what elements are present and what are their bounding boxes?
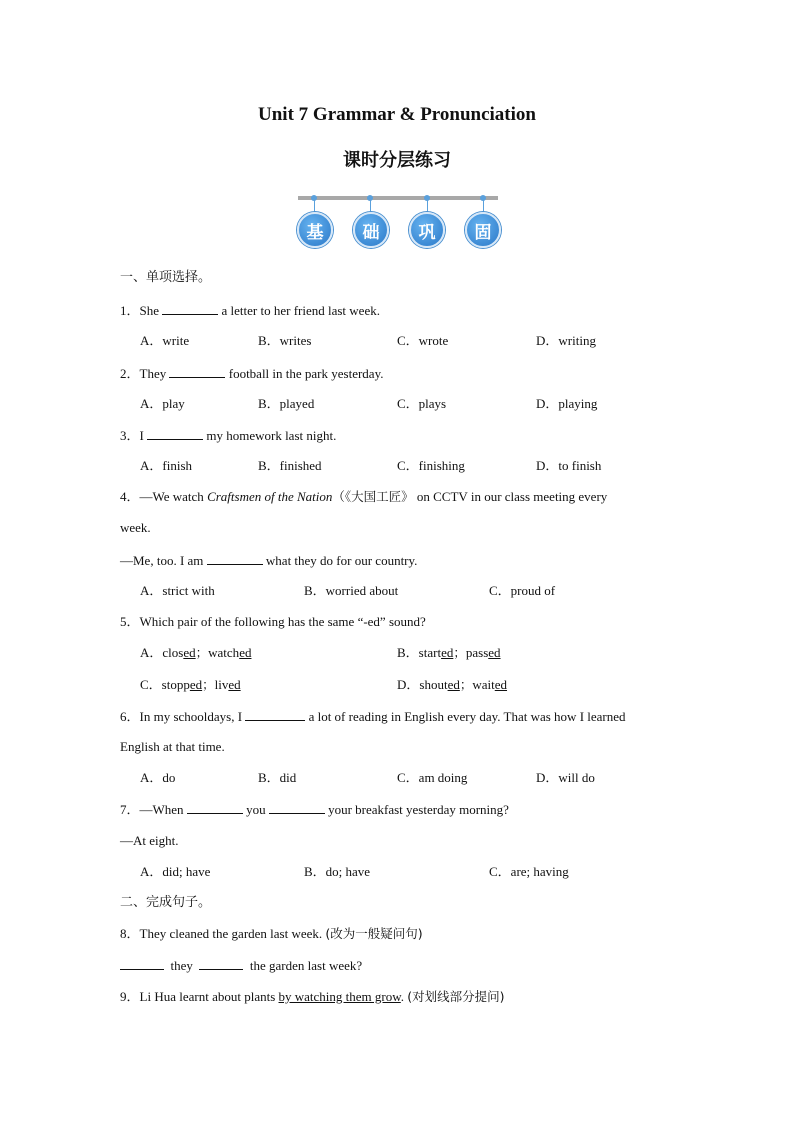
question-text: they	[170, 958, 193, 973]
question-6	[120, 708, 626, 725]
question-instruction: (对划线部分提问)	[407, 989, 505, 1004]
film-title: Craftsmen of the Nation	[207, 489, 333, 504]
banner-char-gu: 固	[465, 212, 501, 248]
question-8	[120, 926, 423, 942]
option-b[interactable]: B．played	[258, 396, 315, 411]
option-c[interactable]: C．plays	[397, 396, 447, 411]
option-a[interactable]: A．play	[140, 396, 185, 411]
option-b[interactable]: B．did	[258, 770, 297, 785]
question-8-answer-line	[120, 957, 362, 974]
answer-blank[interactable]	[245, 708, 305, 721]
question-text: on CCTV in our class meeting every	[416, 489, 608, 504]
question-number: 5．	[120, 614, 140, 629]
question-4	[120, 489, 607, 505]
banner-stem	[314, 198, 315, 212]
option-c[interactable]: C．proud of	[489, 583, 556, 598]
option-d[interactable]: D．will do	[536, 770, 595, 785]
question-text: In my schooldays, I	[139, 709, 243, 724]
option-a[interactable]: A．closed；watched	[140, 645, 252, 660]
question-text: your breakfast yesterday morning?	[328, 802, 509, 817]
question-text: a letter to her friend last week.	[221, 303, 380, 318]
question-3	[120, 427, 336, 444]
question-number: 8．	[120, 926, 140, 941]
banner-char-ji: 基	[297, 212, 333, 248]
page-subtitle: 课时分层练习	[343, 150, 451, 171]
banner-bar	[298, 196, 498, 200]
option-a[interactable]: A．finish	[140, 458, 193, 473]
answer-blank[interactable]	[169, 365, 225, 378]
option-a[interactable]: A．write	[140, 333, 190, 348]
question-text: the garden last week?	[249, 958, 363, 973]
option-a[interactable]: A．do	[140, 770, 176, 785]
question-text: —Me, too. I am	[120, 553, 204, 568]
question-text: a lot of reading in English every day. That was how I learned	[308, 709, 626, 724]
question-text: They	[139, 366, 167, 381]
film-title-chinese: （《大国工匠》	[332, 489, 414, 504]
option-d[interactable]: D．writing	[536, 333, 596, 348]
question-text: They cleaned the garden last week.	[139, 926, 323, 941]
banner-char-gong: 巩	[409, 212, 445, 248]
question-number: 6．	[120, 709, 140, 724]
question-5	[120, 614, 426, 630]
question-4-continued: week.	[120, 520, 151, 535]
question-7	[120, 801, 509, 818]
question-4-reply	[120, 552, 417, 569]
option-c[interactable]: C．stopped；lived	[140, 677, 241, 692]
answer-blank[interactable]	[120, 957, 164, 970]
option-c[interactable]: C．are; having	[489, 864, 569, 879]
option-a[interactable]: A．strict with	[140, 583, 215, 598]
answer-blank[interactable]	[269, 801, 325, 814]
question-instruction: (改为一般疑问句)	[325, 926, 423, 941]
option-b[interactable]: B．writes	[258, 333, 312, 348]
answer-blank[interactable]	[187, 801, 243, 814]
option-a[interactable]: A．did; have	[140, 864, 211, 879]
banner-stem	[483, 198, 484, 212]
page-title: Unit 7 Grammar & Pronunciation	[258, 104, 536, 125]
answer-blank[interactable]	[147, 427, 203, 440]
question-number: 3．	[120, 428, 140, 443]
answer-blank[interactable]	[207, 552, 263, 565]
banner-char-chu: 础	[353, 212, 389, 248]
question-9: 9．Li Hua learnt about plants by watching them grow. (对划线部分提问)	[120, 989, 505, 1004]
question-text: I	[139, 428, 144, 443]
question-6-continued: English at that time.	[120, 739, 225, 754]
question-text: what they do for our country.	[265, 553, 418, 568]
question-text: —We watch	[139, 489, 204, 504]
question-text: football in the park yesterday.	[228, 366, 384, 381]
question-text: Which pair of the following has the same “-ed” sound?	[139, 614, 426, 629]
option-b[interactable]: B．started；passed	[397, 645, 501, 660]
question-number: 2．	[120, 366, 140, 381]
option-c[interactable]: C．am doing	[397, 770, 468, 785]
answer-blank[interactable]	[199, 957, 243, 970]
question-text: She	[139, 303, 160, 318]
section-heading-choice: 一、单项选择。	[120, 270, 212, 285]
question-1	[120, 302, 380, 319]
option-d[interactable]: D．to finish	[536, 458, 602, 473]
underlined-phrase: by watching them grow	[278, 989, 401, 1004]
section-banner	[296, 194, 500, 254]
option-c[interactable]: C．wrote	[397, 333, 449, 348]
question-text: my homework last night.	[206, 428, 337, 443]
banner-stem	[370, 198, 371, 212]
question-2	[120, 365, 383, 382]
option-b[interactable]: B．worried about	[304, 583, 399, 598]
section-heading-sentences: 二、完成句子。	[120, 895, 212, 910]
question-text: you	[246, 802, 266, 817]
option-d[interactable]: D．shouted；waited	[397, 677, 508, 692]
option-b[interactable]: B．do; have	[304, 864, 371, 879]
option-c[interactable]: C．finishing	[397, 458, 465, 473]
answer-blank[interactable]	[162, 302, 218, 315]
question-number: 7．	[120, 802, 140, 817]
question-text: Li Hua learnt about plants	[139, 989, 276, 1004]
option-d[interactable]: D．playing	[536, 396, 598, 411]
question-number: 4．	[120, 489, 140, 504]
question-text: —When	[139, 802, 184, 817]
question-7-reply: —At eight.	[120, 833, 179, 848]
option-b[interactable]: B．finished	[258, 458, 322, 473]
question-number: 1．	[120, 303, 140, 318]
question-number: 9．	[120, 989, 140, 1004]
banner-stem	[427, 198, 428, 212]
